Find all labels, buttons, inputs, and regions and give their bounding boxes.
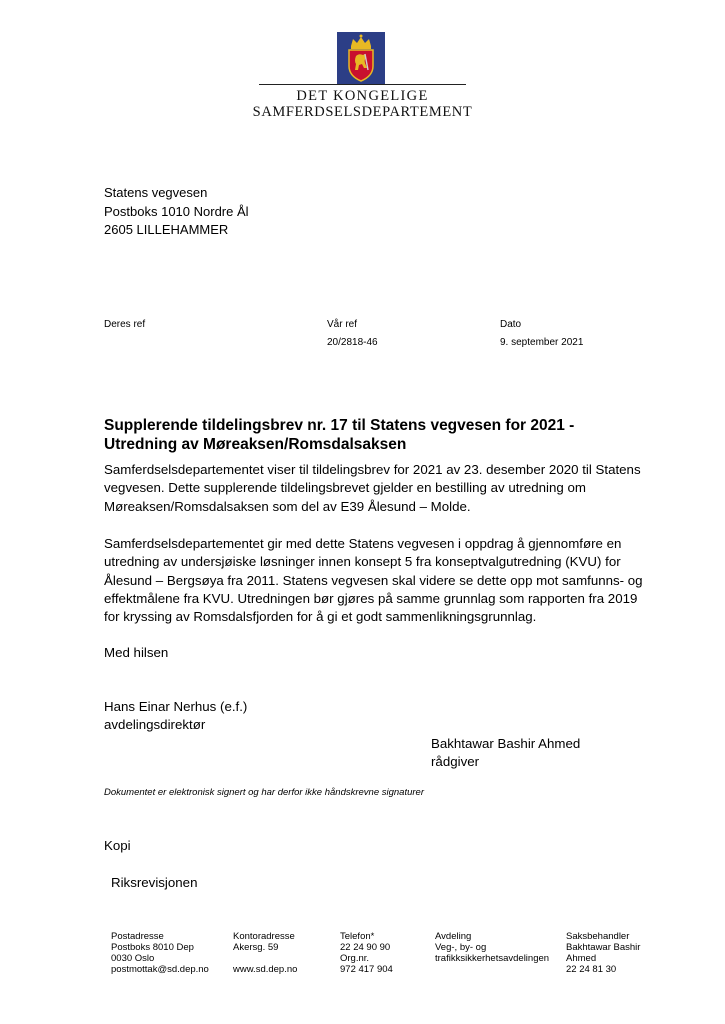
footer-line: Bakhtawar Bashir <box>566 942 641 953</box>
greeting: Med hilsen <box>104 645 169 660</box>
footer-line: 22 24 81 30 <box>566 964 617 975</box>
electronic-signature-note: Dokumentet er elektronisk signert og har derfor ikke håndskrevne signaturer <box>104 787 424 798</box>
footer-line: Kontoradresse <box>233 931 295 942</box>
paragraph-2 <box>104 535 664 626</box>
footer-line: Org.nr. <box>340 953 370 964</box>
footer-line: Saksbehandler <box>566 931 630 942</box>
date-label: Dato <box>500 319 522 330</box>
footer-line: 972 417 904 <box>340 964 393 975</box>
paragraph-1 <box>104 461 664 516</box>
footer-line <box>233 953 297 964</box>
department-name-line2: SAMFERDSELSDEPARTEMENT <box>252 104 473 120</box>
paragraph-line: for kryssing av Romsdalsfjorden for å gi et godt sammenlikningsgrunnlag. <box>104 609 537 625</box>
footer-line: Avdeling <box>435 931 472 942</box>
recipient-address: Postboks 1010 Nordre Ål <box>104 204 249 219</box>
logo-rule-top <box>259 84 466 85</box>
paragraph-line: vegvesen. Dette supplerende tildelingsbrevet gjelder en bestilling av utredning om <box>104 480 586 496</box>
signer1-title: avdelingsdirektør <box>104 717 206 732</box>
footer-website-link[interactable]: www.sd.dep.no <box>233 964 298 975</box>
recipient-name: Statens vegvesen <box>104 185 208 200</box>
signer2-title: rådgiver <box>431 754 480 769</box>
copy-label: Kopi <box>104 838 131 853</box>
footer-line: 0030 Oslo <box>111 953 155 964</box>
letter-title-line2: Utredning av Møreaksen/Romsdalsaksen <box>104 436 407 453</box>
footer-line: Telefon* <box>340 931 375 942</box>
deres-ref-label: Deres ref <box>104 319 146 330</box>
letter-title <box>104 416 624 454</box>
paragraph-line: utredning av undersjøiske løsninger innen konsept 5 fra konseptvalgutredning (KVU) for <box>104 554 621 570</box>
norwegian-royal-coat-of-arms-icon <box>337 32 385 84</box>
paragraph-line: Ålesund – Bergsøya fra 2011. Statens vegvesen skal videre se dette opp mot samfunns- og <box>104 572 643 588</box>
paragraph-line: Samferdselsdepartementet viser til tildelingsbrev for 2021 av 23. desember 2020 til Statens <box>104 462 641 477</box>
footer-line: Veg-, by- og <box>435 942 487 953</box>
footer-avdeling <box>435 931 549 964</box>
footer-line: 22 24 90 90 <box>340 942 391 953</box>
footer-line: Postboks 8010 Dep <box>111 942 194 953</box>
date-value: 9. september 2021 <box>500 337 584 348</box>
signer1-name: Hans Einar Nerhus (e.f.) <box>104 699 248 714</box>
var-ref-value: 20/2818-46 <box>327 337 378 348</box>
recipient-postcode-city: 2605 LILLEHAMMER <box>104 222 229 237</box>
paragraph-line: effektmålene fra KVU. Utredningen bør gjøres på samme grunnlag som rapporten fra 2019 <box>104 590 638 606</box>
copy-recipient: Riksrevisjonen <box>111 875 198 890</box>
footer-email-link[interactable]: postmottak@sd.dep.no <box>111 964 209 975</box>
letter-title-line1: Supplerende tildelingsbrev nr. 17 til Statens vegvesen for 2021 - <box>104 417 575 434</box>
footer-postadresse <box>111 931 209 975</box>
paragraph-line: Samferdselsdepartementet gir med dette Statens vegvesen i oppdrag å gjennomføre en <box>104 536 622 551</box>
paragraph-line: Møreaksen/Romsdalsaksen som del av E39 Ålesund – Molde. <box>104 498 471 514</box>
footer-line: Akersg. 59 <box>233 942 279 953</box>
var-ref-label: Vår ref <box>327 319 358 330</box>
footer-line: Postadresse <box>111 931 164 942</box>
footer-saksbehandler <box>566 931 640 975</box>
footer-kontoradresse <box>233 931 297 975</box>
footer-telefon <box>340 931 393 975</box>
department-name-line1: DET KONGELIGE <box>296 88 429 104</box>
signer2-name: Bakhtawar Bashir Ahmed <box>431 736 581 751</box>
footer-line: Ahmed <box>566 953 597 964</box>
footer-line: trafikksikkerhetsavdelingen <box>435 953 550 964</box>
